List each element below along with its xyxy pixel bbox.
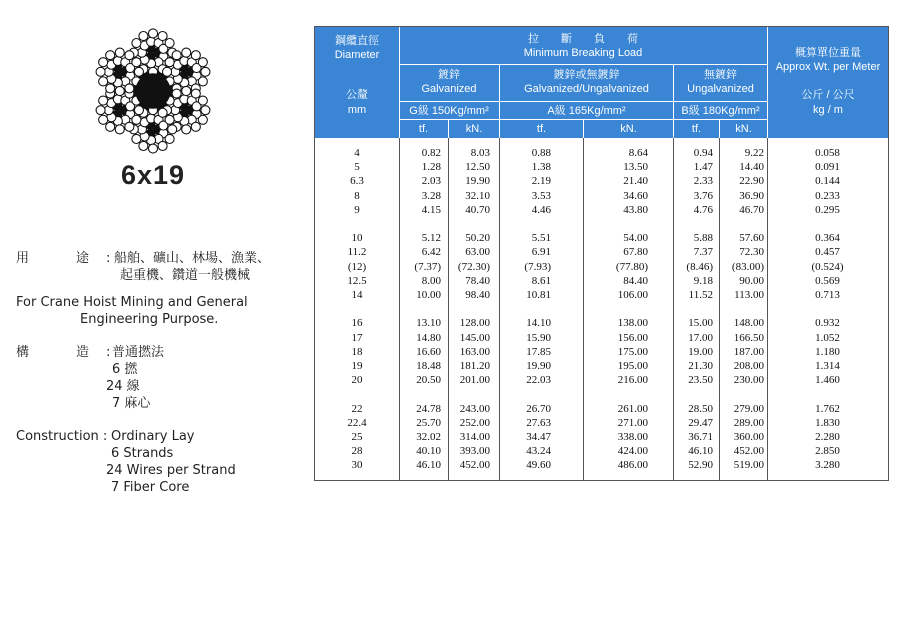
cell-w: 1.314	[815, 360, 840, 372]
cell-d: 28	[351, 445, 363, 458]
cell-a-tf: 2.19	[531, 175, 551, 188]
cell-g-tf: 46.10	[416, 459, 441, 472]
cell-b-kn: 14.40	[739, 161, 764, 174]
cell-a-tf: 19.90	[526, 360, 551, 372]
ungalvanized-header-zh: 無鍍鋅	[704, 69, 737, 81]
cell-g-tf: (7.37)	[414, 260, 441, 273]
breaking-load-table	[314, 26, 889, 481]
cell-g-kn: 8.03	[470, 147, 490, 159]
cell-a-tf: 10.81	[526, 289, 551, 301]
cell-b-kn: 57.60	[739, 232, 764, 245]
usage-colon: :	[106, 251, 111, 266]
cell-d: 22	[351, 402, 363, 415]
cell-a-kn: 138.00	[617, 317, 648, 330]
cell-a-tf: 1.38	[531, 161, 551, 174]
construction-value-line4: 7 麻心	[112, 396, 151, 411]
cell-a-tf: 4.46	[531, 203, 551, 216]
cell-w: 1.762	[815, 402, 840, 415]
cell-d: 9	[354, 203, 360, 216]
cell-b-kn: 90.00	[739, 274, 764, 287]
cell-d: 30	[351, 459, 363, 472]
cell-g-kn: 201.00	[459, 374, 490, 387]
cell-b-tf: 36.71	[688, 431, 713, 443]
galv-ungalv-header-en: Galvanized/Ungalvanized	[524, 83, 649, 95]
cell-a-tf: 27.63	[526, 416, 551, 429]
cell-b-kn: 166.50	[733, 331, 764, 344]
g-kn-header: kN.	[465, 123, 483, 135]
cell-w: 0.058	[815, 147, 840, 159]
wire-rope-cross-section-image	[92, 26, 214, 156]
construction-english-line4: 7 Fiber Core	[111, 480, 190, 495]
cell-a-tf: 14.10	[526, 317, 551, 330]
cell-a-tf: (7.93)	[524, 260, 551, 273]
cell-b-tf: 29.47	[688, 416, 713, 429]
cell-d: 17	[351, 331, 363, 344]
cell-b-kn: 9.22	[744, 147, 764, 159]
g-tf-header: tf.	[418, 123, 429, 135]
cell-g-kn: 78.40	[465, 274, 490, 287]
galvanized-header-en: Galvanized	[421, 83, 477, 95]
cell-b-kn: (83.00)	[731, 260, 764, 273]
cell-a-tf: 5.51	[531, 232, 551, 245]
cell-w: 0.569	[815, 274, 840, 287]
diameter-header-en: Diameter	[334, 49, 380, 61]
construction-value-line3: 24 線	[106, 379, 140, 394]
diameter-unit-en: mm	[347, 104, 367, 116]
cell-b-tf: 4.76	[693, 203, 713, 216]
construction-colon: :	[106, 345, 111, 360]
cell-a-kn: 486.00	[617, 459, 648, 472]
cell-b-tf: 15.00	[688, 317, 713, 330]
cell-g-kn: (72.30)	[457, 260, 490, 273]
grade-g-header: G級 150Kg/mm²	[409, 105, 489, 117]
table-row	[315, 275, 888, 289]
breaking-load-header-en: Minimum Breaking Load	[523, 47, 643, 59]
cell-g-kn: 98.40	[465, 289, 490, 301]
cell-a-tf: 0.88	[531, 147, 551, 159]
cell-a-kn: 106.00	[617, 289, 648, 301]
cell-g-kn: 243.00	[459, 402, 490, 415]
cell-b-kn: 360.00	[733, 431, 764, 443]
cell-d: 4	[354, 147, 360, 159]
b-tf-header: tf.	[691, 123, 702, 135]
cell-d: 5	[354, 161, 360, 174]
cell-g-kn: 19.90	[465, 175, 490, 188]
cell-a-kn: 338.00	[617, 431, 648, 443]
galv-ungalv-header-zh: 鍍鋅或無鍍鋅	[553, 69, 620, 81]
cell-a-kn: 34.60	[623, 189, 648, 202]
diameter-header-zh: 鋼纜直徑	[335, 35, 379, 47]
cell-w: 0.295	[815, 203, 840, 216]
cell-a-tf: 43.24	[526, 445, 551, 458]
cell-b-tf: 7.37	[693, 246, 713, 259]
cell-g-kn: 452.00	[459, 459, 490, 472]
cell-g-tf: 16.60	[416, 345, 441, 358]
table-row	[315, 317, 888, 331]
table-row	[315, 332, 888, 346]
cell-a-tf: 34.47	[526, 431, 551, 443]
cell-g-tf: 40.10	[416, 445, 441, 458]
cell-b-kn: 289.00	[733, 416, 764, 429]
cell-g-tf: 32.02	[416, 431, 441, 443]
cell-g-tf: 14.80	[416, 331, 441, 344]
ungalvanized-header-en: Ungalvanized	[687, 83, 754, 95]
cell-g-kn: 32.10	[465, 189, 490, 202]
cell-g-tf: 4.15	[421, 203, 441, 216]
cell-g-kn: 393.00	[459, 445, 490, 458]
cell-d: 10	[351, 232, 363, 245]
table-row	[315, 161, 888, 175]
cell-a-kn: 67.80	[623, 246, 648, 259]
cell-w: 3.280	[815, 459, 840, 472]
table-row	[315, 175, 888, 189]
cell-b-kn: 279.00	[733, 402, 764, 415]
weight-header-zh: 概算單位重量	[795, 47, 861, 59]
cell-a-tf: 49.60	[526, 459, 551, 472]
cell-d: 14	[351, 289, 363, 301]
cell-b-kn: 72.30	[739, 246, 764, 259]
cell-d: (12)	[347, 260, 367, 273]
cell-g-tf: 18.48	[416, 360, 441, 372]
cell-d: 11.2	[347, 246, 367, 259]
usage-english-line1: For Crane Hoist Mining and General	[16, 295, 248, 310]
cell-g-kn: 40.70	[465, 203, 490, 216]
usage-value-line2: 起重機、鑽道一般機械	[120, 268, 251, 283]
cell-b-tf: 0.94	[693, 147, 713, 159]
cell-b-tf: 1.47	[693, 161, 713, 174]
cell-g-tf: 20.50	[416, 374, 441, 387]
cell-g-tf: 25.70	[416, 416, 441, 429]
cell-b-tf: 21.30	[688, 360, 713, 372]
cell-g-tf: 6.42	[421, 246, 441, 259]
cell-w: 0.233	[815, 189, 840, 202]
cell-b-kn: 230.00	[733, 374, 764, 387]
cell-w: 1.830	[815, 416, 840, 429]
cell-g-kn: 252.00	[459, 416, 490, 429]
cell-b-kn: 46.70	[739, 203, 764, 216]
cell-a-kn: 195.00	[617, 360, 648, 372]
cell-b-tf: 9.18	[693, 274, 713, 287]
cell-a-kn: 13.50	[623, 161, 648, 174]
cell-b-kn: 519.00	[733, 459, 764, 472]
construction-value-line2: 6 撚	[112, 362, 138, 377]
usage-value-line1: 船舶、礦山、林場、漁業、	[114, 251, 271, 266]
table-row	[315, 190, 888, 204]
cell-w: 0.713	[815, 289, 840, 301]
cell-b-kn: 148.00	[733, 317, 764, 330]
cell-d: 6.3	[350, 175, 364, 188]
rope-size-title: 6x19	[120, 160, 186, 190]
table-row	[315, 246, 888, 260]
cell-g-tf: 3.28	[421, 189, 441, 202]
a-kn-header: kN.	[620, 123, 637, 135]
cell-w: 1.180	[815, 345, 840, 358]
cell-d: 22.4	[347, 416, 367, 429]
cell-d: 18	[351, 345, 363, 358]
cell-a-tf: 22.03	[526, 374, 551, 387]
cell-w: 0.144	[815, 175, 840, 188]
cell-b-tf: 11.52	[688, 289, 713, 301]
construction-value-line1: 普通撚法	[112, 345, 165, 360]
cell-g-kn: 145.00	[459, 331, 490, 344]
cell-a-tf: 6.91	[531, 246, 551, 259]
cell-a-kn: 43.80	[623, 203, 648, 216]
cell-b-tf: 3.76	[693, 189, 713, 202]
cell-g-tf: 10.00	[416, 289, 441, 301]
cell-b-kn: 113.00	[734, 289, 764, 301]
table-row	[315, 346, 888, 360]
cell-b-tf: 17.00	[688, 331, 713, 344]
cell-b-tf: 46.10	[688, 445, 713, 458]
cell-g-kn: 181.20	[459, 360, 490, 372]
construction-english-label: Construction :	[16, 429, 108, 444]
table-row	[315, 403, 888, 417]
table-row	[315, 204, 888, 218]
cell-a-kn: 84.40	[623, 274, 648, 287]
cell-a-kn: (77.80)	[615, 260, 648, 273]
cell-a-kn: 271.00	[617, 416, 648, 429]
usage-label-b: 途	[76, 251, 90, 266]
cell-d: 19	[351, 360, 363, 372]
cell-b-kn: 452.00	[733, 445, 764, 458]
table-row	[315, 459, 888, 473]
cell-b-tf: 23.50	[688, 374, 713, 387]
cell-d: 16	[351, 317, 363, 330]
table-row	[315, 445, 888, 459]
cell-d: 12.5	[347, 274, 367, 287]
cell-b-kn: 208.00	[733, 360, 764, 372]
cell-a-kn: 156.00	[617, 331, 648, 344]
cell-w: 0.091	[815, 161, 840, 174]
construction-label-b: 造	[76, 345, 90, 360]
table-row	[315, 360, 888, 374]
cell-g-tf: 2.03	[421, 175, 441, 188]
cell-b-kn: 187.00	[733, 345, 764, 358]
cell-a-kn: 54.00	[623, 232, 648, 245]
cell-d: 25	[351, 431, 363, 443]
cell-a-kn: 8.64	[628, 147, 648, 159]
cell-a-kn: 424.00	[617, 445, 648, 458]
construction-english-line1: Ordinary Lay	[111, 429, 195, 444]
table-row	[315, 417, 888, 431]
cell-w: 2.280	[815, 431, 840, 443]
cell-b-tf: (8.46)	[686, 260, 713, 273]
cell-b-kn: 36.90	[739, 189, 764, 202]
cell-g-kn: 128.00	[459, 317, 490, 330]
weight-header-en: Approx Wt. per Meter	[775, 61, 881, 73]
breaking-load-header-zh: 拉 斷 負 荷	[528, 33, 638, 45]
cell-b-tf: 28.50	[688, 402, 713, 415]
table-row	[315, 261, 888, 275]
weight-unit-zh: 公斤 / 公尺	[801, 89, 855, 101]
table-row	[315, 374, 888, 388]
b-kn-header: kN.	[735, 123, 752, 135]
cell-g-tf: 13.10	[416, 317, 441, 330]
cell-a-kn: 21.40	[623, 175, 648, 188]
cell-b-tf: 2.33	[693, 175, 713, 188]
cell-a-tf: 15.90	[526, 331, 551, 344]
cell-d: 20	[351, 374, 363, 387]
construction-english-line3: 24 Wires per Strand	[106, 463, 236, 478]
construction-label-a: 構	[16, 345, 30, 360]
cell-w: 0.364	[815, 232, 840, 245]
cell-w: 0.457	[815, 246, 840, 259]
construction-english-line2: 6 Strands	[111, 446, 174, 461]
cell-b-kn: 22.90	[739, 175, 764, 188]
cell-a-tf: 26.70	[526, 402, 551, 415]
cell-a-tf: 3.53	[531, 189, 551, 202]
cell-a-tf: 8.61	[531, 274, 551, 287]
cell-g-tf: 0.82	[421, 147, 441, 159]
weight-unit-en: kg / m	[813, 104, 843, 116]
cell-g-kn: 63.00	[465, 246, 490, 259]
cell-g-tf: 5.12	[421, 232, 441, 245]
cell-w: 1.052	[815, 331, 840, 344]
cell-b-tf: 52.90	[688, 459, 713, 472]
cell-w: (0.524)	[811, 260, 844, 273]
grade-a-header: A級 165Kg/mm²	[547, 105, 626, 117]
cell-g-kn: 163.00	[459, 345, 490, 358]
table-row	[315, 289, 888, 303]
cell-a-kn: 216.00	[617, 374, 648, 387]
cell-w: 1.460	[815, 374, 840, 387]
cell-g-kn: 314.00	[459, 431, 490, 443]
cell-w: 0.932	[815, 317, 840, 330]
table-row	[315, 147, 888, 161]
cell-a-tf: 17.85	[526, 345, 551, 358]
cell-g-kn: 12.50	[465, 161, 490, 174]
cell-a-kn: 261.00	[617, 402, 648, 415]
cell-d: 8	[354, 189, 360, 202]
usage-english-line2: Engineering Purpose.	[80, 312, 219, 327]
galvanized-header-zh: 鍍鋅	[438, 69, 460, 81]
grade-b-header: B級 180Kg/mm²	[681, 105, 760, 117]
cell-g-tf: 24.78	[416, 402, 441, 415]
usage-label-a: 用	[16, 251, 30, 266]
cell-a-kn: 175.00	[617, 345, 648, 358]
diameter-unit-zh: 公釐	[346, 89, 368, 101]
cell-w: 2.850	[815, 445, 840, 458]
a-tf-header: tf.	[536, 123, 547, 135]
cell-b-tf: 19.00	[688, 345, 713, 358]
cell-g-kn: 50.20	[465, 232, 490, 245]
cell-b-tf: 5.88	[693, 232, 713, 245]
table-row	[315, 232, 888, 246]
table-row	[315, 431, 888, 445]
cell-g-tf: 1.28	[421, 161, 441, 174]
cell-g-tf: 8.00	[421, 274, 441, 287]
